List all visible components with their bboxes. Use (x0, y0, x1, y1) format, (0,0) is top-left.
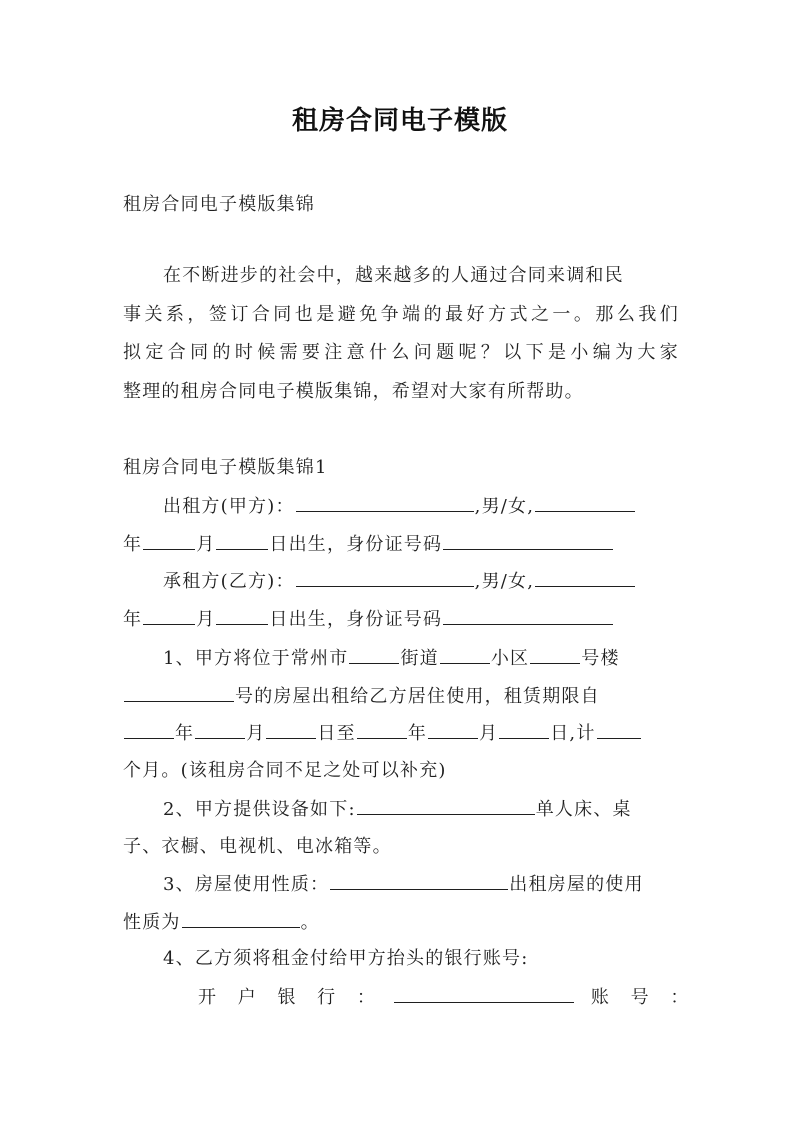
clause2-line2: 子、衣橱、电视机、电冰箱等。 (123, 836, 392, 857)
clause3-suffix: 出租房屋的使用 (509, 874, 644, 895)
total-months-blank[interactable] (597, 720, 641, 739)
lessee-id-blank[interactable] (443, 606, 613, 625)
bank-label: 开 户 银 行 ： (198, 987, 381, 1008)
day-to-label: 日至 (317, 723, 356, 744)
start-year-blank[interactable] (124, 720, 174, 739)
lessee-birth-line (123, 606, 679, 633)
month-label: 月 (196, 609, 216, 630)
lessor-birth-day-blank[interactable] (216, 531, 268, 550)
year-label: 年 (123, 534, 143, 555)
clause2-prefix: 2、甲方提供设备如下: (163, 799, 356, 820)
room-number-blank[interactable] (124, 683, 234, 702)
lessee-line (163, 568, 679, 595)
intro-line-3: 拟定合同的时候需要注意什么问题呢？以下是小编为大家 (123, 342, 679, 363)
building-label: 号楼 (581, 648, 620, 669)
section-heading: 租房合同电子模版集锦1 (123, 457, 328, 478)
month-label: 月 (196, 534, 216, 555)
clause3-line2-prefix: 性质为 (123, 912, 181, 933)
bank-blank[interactable] (394, 984, 574, 1003)
district-blank[interactable] (349, 645, 399, 664)
street-label: 街道 (400, 648, 439, 669)
day-total-label: 日,计 (550, 723, 596, 744)
end-year-blank[interactable] (357, 720, 407, 739)
clause1-line2 (123, 683, 679, 710)
lessor-line (163, 493, 679, 520)
end-month-blank[interactable] (428, 720, 478, 739)
lessee-birth-year-blank[interactable] (535, 568, 635, 587)
end-day-blank[interactable] (499, 720, 549, 739)
clause4-line2 (198, 984, 695, 1011)
clause1-line2-text: 号的房屋出租给乙方居住使用，租赁期限自 (235, 686, 600, 707)
clause4-line1: 4、乙方须将租金付给甲方抬头的银行账号: (163, 948, 529, 969)
clause1-line4: 个月。(该租房合同不足之处可以补充) (123, 760, 447, 781)
intro-line-2: 事关系，签订合同也是避免争端的最好方式之一。那么我们 (123, 304, 679, 325)
gender-text: ,男/女, (474, 571, 535, 592)
clause1-prefix: 1、甲方将位于常州市 (163, 648, 349, 669)
clause3-line2-suffix: 。 (300, 912, 320, 933)
community-blank[interactable] (530, 645, 580, 664)
month-label: 月 (246, 723, 266, 744)
clause2-line1 (163, 796, 679, 823)
year-label: 年 (123, 609, 143, 630)
community-label: 小区 (490, 648, 530, 669)
account-label: 账 号 ： (590, 987, 695, 1008)
clause2-suffix: 单人床、桌 (535, 799, 632, 820)
birth-id-label: 日出生，身份证号码 (269, 534, 443, 555)
lessee-name-blank[interactable] (296, 568, 474, 587)
clause3-prefix: 3、房屋使用性质： (163, 874, 330, 895)
birth-id-label: 日出生，身份证号码 (269, 609, 443, 630)
lessee-birth-month-blank[interactable] (143, 606, 195, 625)
month-label: 月 (479, 723, 499, 744)
lessor-birth-year-blank[interactable] (535, 493, 635, 512)
clause3-line2 (123, 909, 679, 936)
lessee-birth-day-blank[interactable] (216, 606, 268, 625)
lessor-name-blank[interactable] (296, 493, 474, 512)
document-subtitle: 租房合同电子模版集锦 (123, 194, 315, 215)
gender-text: ,男/女, (474, 496, 535, 517)
usage-nature-blank[interactable] (182, 909, 300, 928)
document-title: 租房合同电子模版 (291, 106, 508, 136)
lessee-label: 承租方(乙方)： (163, 571, 295, 592)
equipment-blank[interactable] (357, 796, 535, 815)
usage-blank[interactable] (330, 871, 508, 890)
lessor-id-blank[interactable] (443, 531, 613, 550)
clause3-line1 (163, 871, 679, 898)
street-blank[interactable] (440, 645, 490, 664)
clause1-line1 (163, 645, 679, 672)
start-month-blank[interactable] (195, 720, 245, 739)
intro-line-4: 整理的租房合同电子模版集锦，希望对大家有所帮助。 (123, 381, 584, 402)
lessor-birth-line (123, 531, 679, 558)
year-label: 年 (407, 723, 428, 744)
lessor-label: 出租方(甲方)： (163, 496, 295, 517)
clause1-line3 (123, 720, 679, 747)
intro-line-1: 在不断进步的社会中，越来越多的人通过合同来调和民 (163, 265, 624, 286)
year-label: 年 (175, 723, 195, 744)
lessor-birth-month-blank[interactable] (143, 531, 195, 550)
start-day-blank[interactable] (266, 720, 316, 739)
